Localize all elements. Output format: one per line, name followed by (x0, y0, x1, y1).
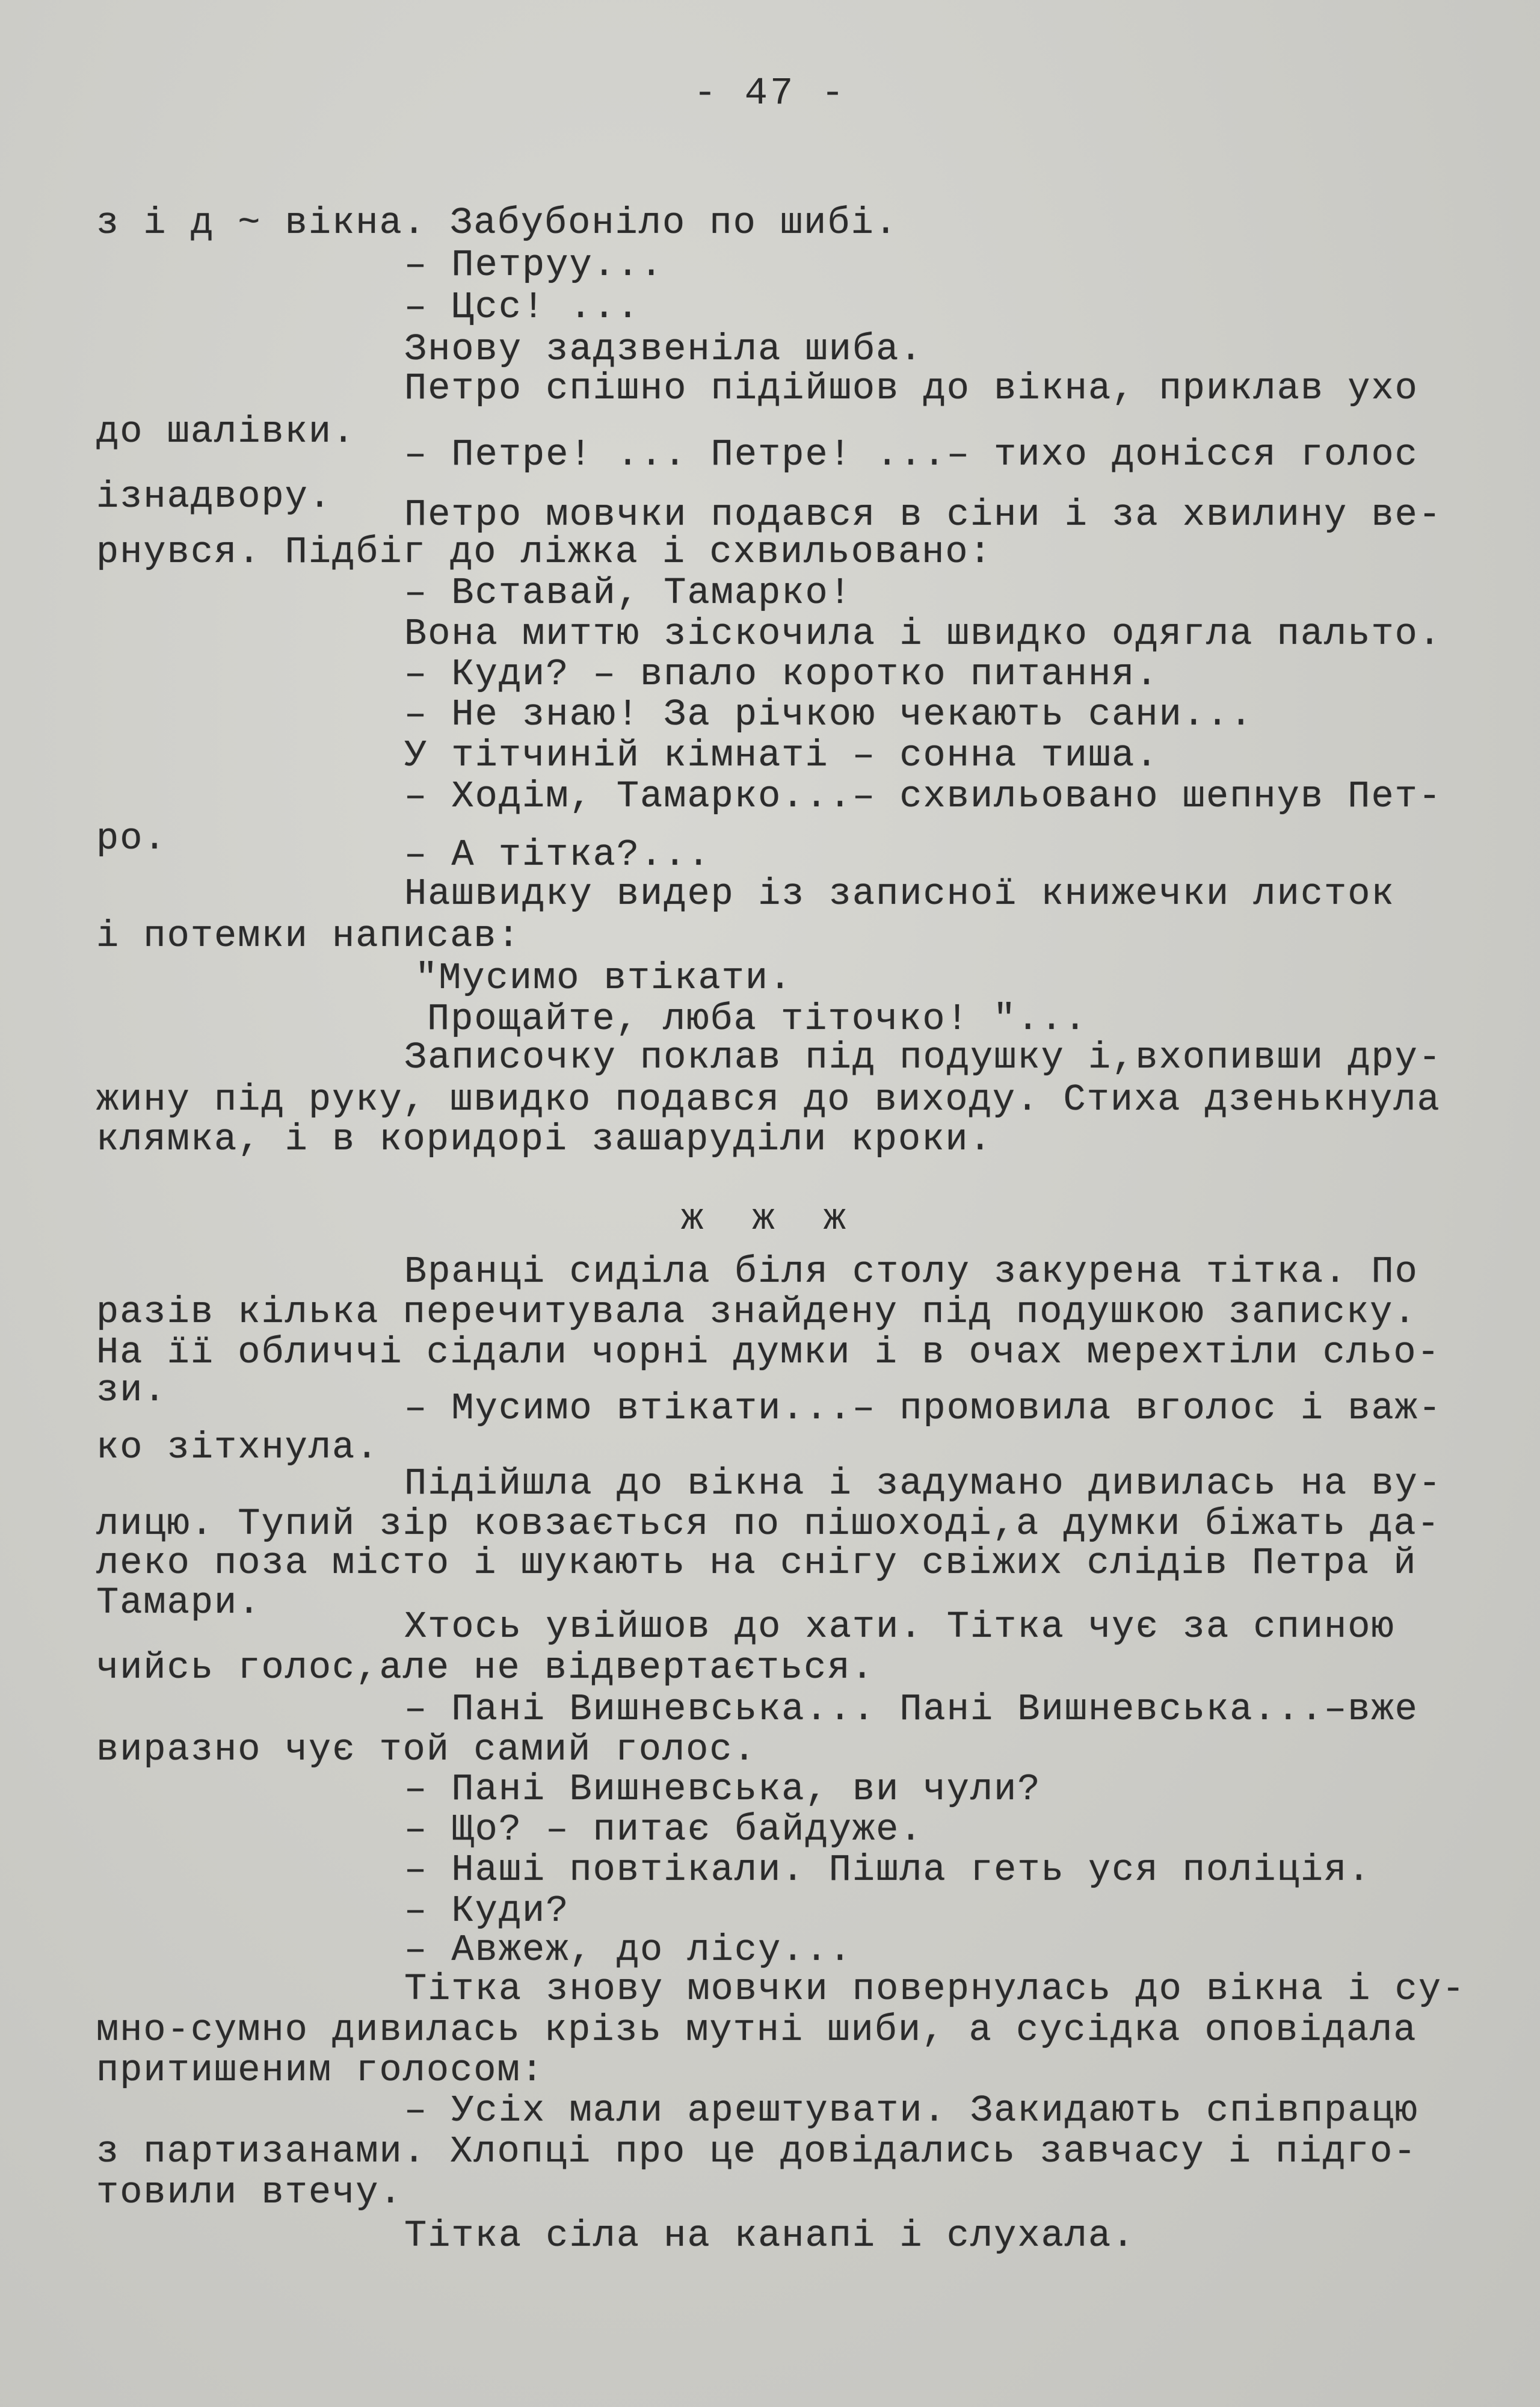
text-line: Петро мовчки подався в сіни і за хвилину ве- (404, 493, 1443, 536)
text-line: чийсь голос,але не відвертається. (96, 1646, 875, 1689)
text-line: Вона миттю зіскочила і швидко одягла пальто. (404, 613, 1443, 655)
text-line: – Куди? (404, 1889, 570, 1932)
text-line: лицю. Тупий зір ковзається по пішоході,а думки біжать да- (96, 1503, 1441, 1545)
text-line: рнувся. Підбіг до ліжка і схвильовано: (96, 531, 993, 573)
text-line: Знову задзвеніла шиба. (404, 328, 923, 371)
section-separator: ж ж ж (680, 1197, 860, 1240)
text-line: Вранці сиділа біля столу закурена тітка. По (404, 1250, 1418, 1293)
text-line: до шалівки. (96, 410, 356, 453)
text-line: – Усіх мали арештувати. Закидають співпрацю (404, 2089, 1418, 2132)
text-line: ко зітхнула. (96, 1426, 380, 1469)
text-line: – Вставай, Тамарко! (404, 572, 852, 614)
text-line: – Авжеж, до лісу... (404, 1929, 852, 1971)
text-line: Підійшла до вікна і задумано дивилась на ву- (404, 1462, 1443, 1505)
text-line: леко поза місто і шукають на снігу свіжих слідів Петра й (96, 1542, 1417, 1584)
text-line: Прощайте, люба тіточко! "... (427, 998, 1088, 1040)
text-line: з партизанами. Хлопці про це довідались завчасу і підго- (96, 2130, 1417, 2173)
text-line: Хтось увійшов до хати. Тітка чує за спиною (404, 1605, 1395, 1648)
text-line: притишеним голосом: (96, 2049, 544, 2092)
text-line: – Цсс! ... (404, 286, 641, 329)
text-line: зи. (96, 1369, 167, 1412)
text-line: Тітка сіла на канапі і слухала. (404, 2214, 1136, 2257)
text-line: – Петруу... (404, 244, 664, 286)
text-line: ро. (96, 817, 167, 860)
text-line: мно-сумно дивилась крізь мутні шиби, а сусідка оповідала (96, 2009, 1417, 2051)
text-line: – Петре! ... Петре! ...– тихо донісся голос (404, 433, 1418, 476)
text-line: Нашвидку видер із записної книжечки листок (404, 873, 1395, 915)
text-line: – А тітка?... (404, 833, 711, 876)
text-line: У тітчиній кімнаті – сонна тиша. (404, 734, 1159, 777)
text-line: товили втечу. (96, 2171, 403, 2214)
text-line: Записочку поклав під подушку і,вхопивши дру- (404, 1036, 1443, 1079)
text-line: Тамари. (96, 1581, 262, 1624)
text-line: Петро спішно підійшов до вікна, приклав ухо (404, 367, 1418, 410)
text-line: і потемки написав: (96, 915, 521, 957)
text-line: ізнадвору. (96, 475, 333, 518)
text-line: – Що? – питає байдуже. (404, 1808, 923, 1851)
text-line: виразно чує той самий голос. (96, 1728, 757, 1771)
text-line: Тітка знову мовчки повернулась до вікна і су- (404, 1968, 1466, 2010)
text-line: з і д ~ вікна. Забубоніло по шибі. (96, 202, 899, 244)
text-line: – Куди? – впало коротко питання. (404, 653, 1159, 696)
text-line: – Мусимо втікати...– промовила вголос і важ- (404, 1387, 1443, 1430)
page-number: - 47 - (693, 72, 847, 116)
text-line: – Пані Вишневська, ви чули? (404, 1768, 1041, 1811)
text-line: "Мусимо втікати. (415, 957, 793, 1000)
text-line: – Наші повтікали. Пішла геть уся поліція. (404, 1849, 1372, 1891)
text-line: – Пані Вишневська... Пані Вишневська...–вже (404, 1688, 1418, 1731)
text-line: разів кілька перечитувала знайдену під подушкою записку. (96, 1291, 1417, 1333)
text-line: На її обличчі сідали чорні думки і в очах мерехтіли сльо- (96, 1331, 1441, 1374)
text-line: – Ходім, Тамарко...– схвильовано шепнув Пет- (404, 775, 1443, 818)
text-line: жину під руку, швидко подався до виходу. Стиха дзенькнула (96, 1078, 1441, 1121)
text-line: – Не знаю! За річкою чекають сани... (404, 693, 1254, 736)
text-line: клямка, і в коридорі зашаруділи кроки. (96, 1118, 993, 1161)
